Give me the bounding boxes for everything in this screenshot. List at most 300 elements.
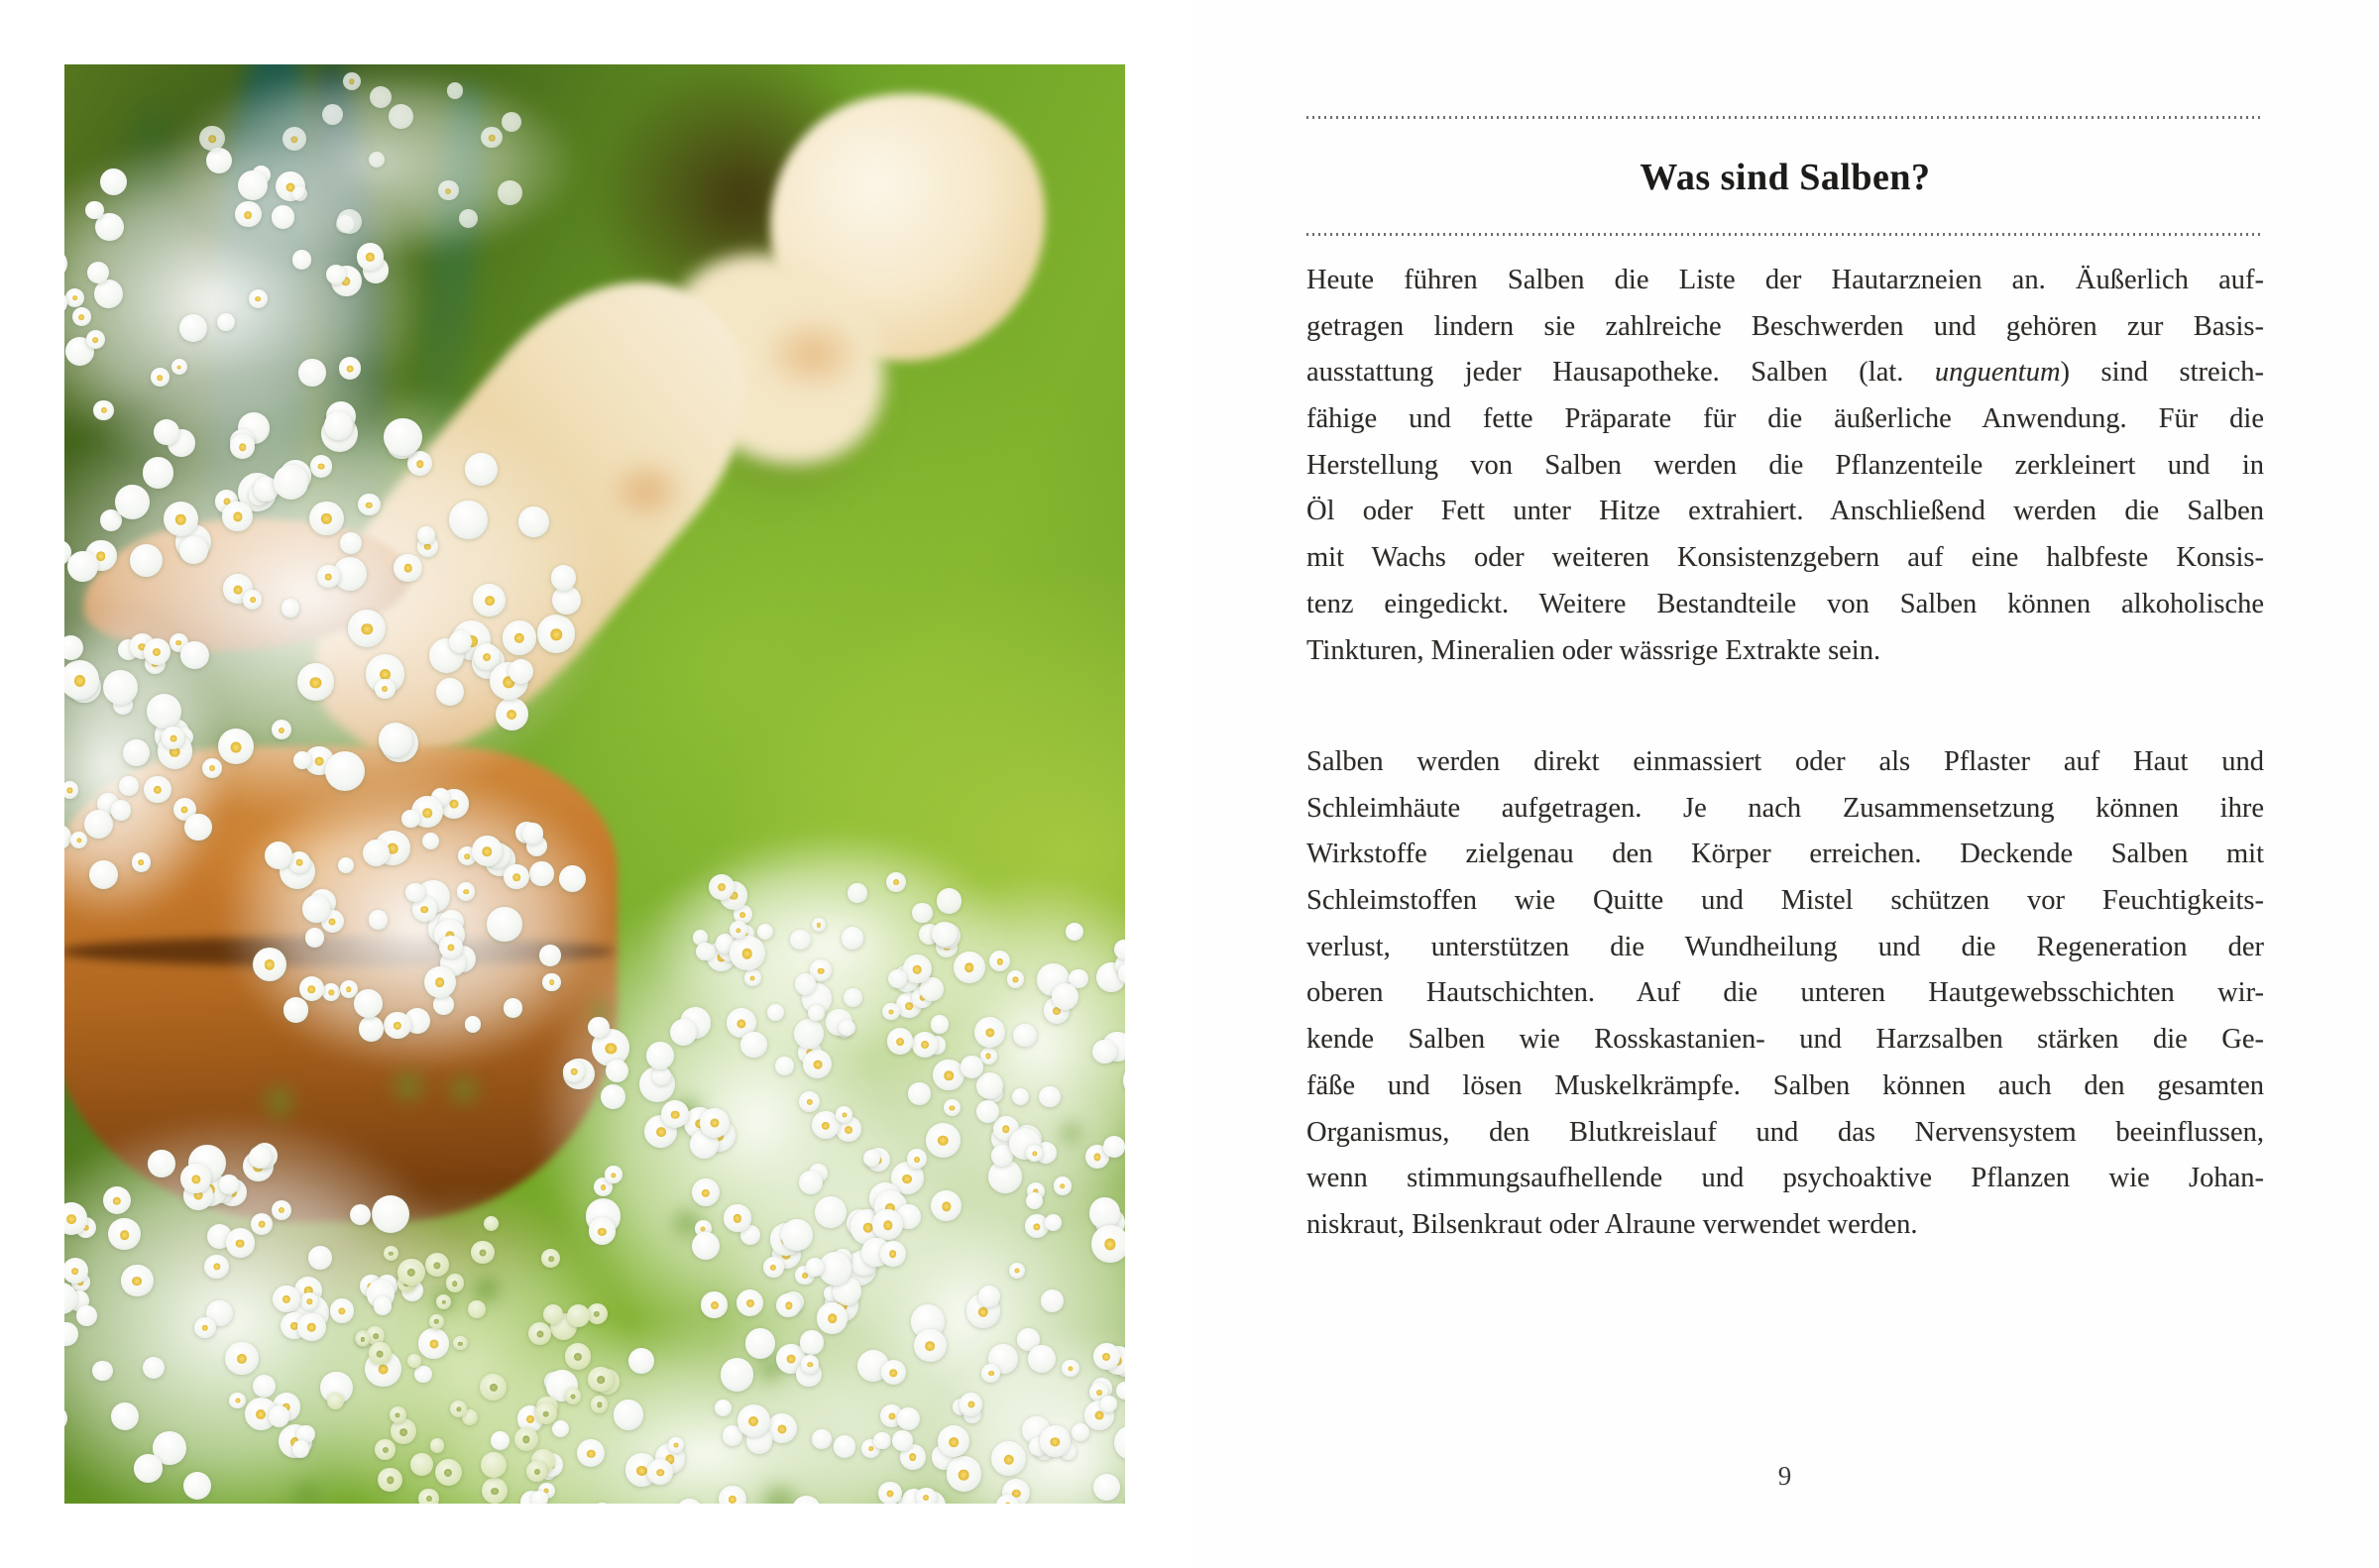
flower-center-dot: [175, 640, 181, 646]
flower-floret: [337, 209, 362, 234]
foliage-speck: [443, 1069, 485, 1111]
flower-floret: [887, 1028, 913, 1054]
flower-center-dot: [549, 980, 555, 986]
flower-center-dot: [1102, 1353, 1110, 1361]
flower-floret: [218, 728, 254, 764]
flower-center-dot: [377, 1351, 384, 1358]
flower-floret: [103, 1186, 131, 1214]
flower-center-dot: [944, 1070, 954, 1080]
flower-floret: [330, 1298, 354, 1322]
flower-floret: [886, 872, 906, 892]
flower-floret: [1013, 1024, 1036, 1047]
flower-floret: [730, 921, 747, 939]
flower-floret: [384, 418, 422, 457]
text-line: oberen Hautschichten. Auf die unteren Hautgewebsschichten wir-: [1306, 977, 2264, 1009]
flower-center-dot: [283, 1295, 290, 1303]
flower-floret: [253, 948, 287, 982]
flower-floret: [202, 758, 222, 778]
flower-floret: [892, 1430, 913, 1451]
flower-floret: [531, 1491, 547, 1504]
flower-floret: [322, 104, 343, 125]
foliage-speck: [1057, 1119, 1085, 1148]
flower-center-dot: [802, 1273, 808, 1279]
flower-floret: [115, 485, 150, 519]
flower-floret: [226, 1228, 255, 1257]
flower-floret: [435, 1459, 462, 1486]
flower-center-dot: [913, 965, 922, 974]
flower-floret: [498, 180, 522, 205]
flower-floret: [417, 526, 435, 544]
flower-floret: [354, 989, 383, 1018]
flower-center-dot: [176, 365, 181, 370]
flower-floret: [1100, 1396, 1117, 1412]
flower-center-dot: [154, 786, 162, 794]
flower-floret: [249, 1146, 272, 1169]
flower-floret: [199, 126, 224, 151]
flower-center-dot: [1032, 1151, 1037, 1156]
flower-center-dot: [656, 1127, 666, 1137]
flower-floret: [119, 776, 139, 796]
flower-center-dot: [325, 574, 332, 581]
flower-floret: [1116, 1382, 1125, 1400]
flower-floret: [504, 998, 522, 1017]
flower-floret: [737, 1404, 770, 1437]
flower-center-dot: [959, 1470, 969, 1481]
flower-center-dot: [1003, 1454, 1013, 1464]
flower-center-dot: [741, 949, 752, 959]
flower-center-dot: [606, 1043, 617, 1054]
dotted-rule-bottom: [1306, 233, 2264, 236]
flower-floret: [745, 1328, 775, 1358]
flower-center-dot: [574, 1353, 582, 1361]
flower-center-dot: [279, 728, 284, 733]
flower-floret: [229, 1393, 245, 1408]
flower-center-dot: [926, 1341, 936, 1351]
flower-center-dot: [479, 1250, 486, 1257]
flower-floret: [646, 1042, 674, 1069]
flower-center-dot: [701, 1227, 706, 1232]
flower-floret: [394, 554, 422, 583]
flower-center-dot: [490, 1384, 498, 1392]
flower-center-dot: [1095, 1411, 1104, 1420]
flower-center-dot: [307, 985, 314, 992]
flower-floret: [937, 888, 963, 914]
flower-floret: [251, 1213, 273, 1235]
flower-center-dot: [656, 1469, 664, 1477]
flower-floret: [449, 630, 472, 653]
flower-center-dot: [921, 1042, 929, 1050]
text-line: getragen lindern sie zahlreiche Beschwerden und gehören zur Basis-: [1306, 310, 2264, 342]
flower-center-dot: [739, 912, 745, 918]
flower-center-dot: [464, 853, 470, 859]
flower-floret: [164, 502, 198, 536]
flower-center-dot: [213, 1264, 220, 1271]
flower-center-dot: [96, 551, 106, 561]
flower-center-dot: [387, 1477, 394, 1484]
flower-center-dot: [72, 295, 78, 301]
flower-center-dot: [463, 889, 469, 895]
flower-floret: [94, 280, 123, 308]
flower-center-dot: [452, 1281, 458, 1287]
flower-floret: [696, 943, 715, 961]
flower-center-dot: [1068, 1366, 1073, 1371]
flower-floret: [878, 1482, 902, 1504]
flower-center-dot: [138, 859, 144, 865]
flower-floret: [767, 1004, 784, 1021]
text-line: Schleimstoffen wie Quitte und Mistel schützen vor Feuchtigkeits-: [1306, 885, 2264, 917]
flower-floret: [605, 1166, 623, 1183]
flower-center-dot: [237, 1354, 247, 1364]
page-title: Was sind Salben?: [1640, 157, 1931, 198]
flower-center-dot: [543, 1410, 550, 1417]
flower-floret: [976, 1072, 1003, 1099]
flower-center-dot: [448, 944, 455, 951]
paragraph-1: [1306, 258, 2264, 674]
flower-center-dot: [181, 807, 188, 814]
flower-floret: [302, 895, 330, 923]
flower-center-dot: [822, 1121, 830, 1129]
flower-center-dot: [425, 1496, 431, 1502]
flower-center-dot: [158, 375, 164, 381]
flower-floret: [522, 823, 544, 844]
flower-floret: [601, 1084, 625, 1109]
flower-center-dot: [394, 1022, 401, 1030]
flower-center-dot: [893, 879, 899, 885]
flower-center-dot: [571, 1068, 578, 1075]
flower-center-dot: [310, 677, 321, 688]
flower-floret: [123, 739, 150, 766]
flower-floret: [472, 836, 503, 866]
paragraph-2: [1306, 739, 2264, 1249]
flower-center-dot: [191, 1175, 200, 1183]
flower-center-dot: [279, 1207, 284, 1213]
flower-center-dot: [1002, 1126, 1010, 1134]
flower-floret: [526, 1461, 546, 1481]
flower-floret: [322, 983, 340, 1001]
flower-floret: [424, 966, 456, 998]
flower-center-dot: [611, 1173, 616, 1177]
flower-center-dot: [255, 296, 261, 302]
flower-floret: [134, 1454, 163, 1483]
flower-center-dot: [938, 1135, 949, 1146]
flower-center-dot: [986, 1054, 991, 1059]
flower-center-dot: [888, 1010, 893, 1015]
flower-center-dot: [702, 1188, 710, 1196]
flower-center-dot: [329, 918, 336, 925]
flower-floret: [1093, 1474, 1120, 1501]
flower-floret: [457, 882, 476, 901]
flower-center-dot: [483, 847, 492, 856]
flower-floret: [375, 679, 395, 699]
flower-center-dot: [441, 1299, 445, 1303]
flower-floret: [235, 201, 261, 227]
flower-floret: [76, 1305, 97, 1326]
flower-floret: [85, 201, 104, 220]
flower-floret: [976, 1100, 999, 1123]
flower-floret: [1041, 1289, 1064, 1312]
text-line: Heute führen Salben die Liste der Hautarzneien an. Äußerlich auf-: [1306, 265, 2264, 295]
flower-center-dot: [296, 859, 303, 866]
flower-center-dot: [786, 1355, 795, 1364]
flower-center-dot: [536, 1330, 543, 1337]
flower-floret: [502, 112, 521, 132]
flower-floret: [372, 1195, 409, 1233]
flower-floret: [282, 599, 299, 616]
flower-floret: [509, 659, 533, 684]
flower-center-dot: [456, 1407, 461, 1412]
flower-center-dot: [594, 1311, 600, 1317]
text-line: Organismus, den Blutkreislauf und das Nervensystem beeinflussen,: [1306, 1116, 2264, 1148]
flower-center-dot: [909, 1454, 917, 1462]
flower-floret: [647, 1459, 672, 1484]
flower-floret: [614, 1400, 643, 1429]
flower-floret: [67, 551, 99, 583]
flower-floret: [908, 1082, 931, 1105]
flower-floret: [447, 82, 464, 99]
text-line: wenn stimmungsaufhellende und psychoaktive Pflanzen wie Johan-: [1306, 1163, 2264, 1194]
flower-floret: [298, 359, 326, 387]
flower-floret: [480, 1374, 507, 1400]
flower-floret: [269, 1405, 289, 1426]
flower-floret: [343, 72, 361, 90]
flower-center-dot: [1013, 977, 1018, 982]
flower-center-dot: [889, 1250, 897, 1258]
text-line: Salben werden direkt einmassiert oder als Pflaster auf Haut und: [1306, 746, 2264, 777]
flower-floret: [914, 1329, 947, 1362]
foliage-speck: [386, 1064, 431, 1109]
flower-floret: [709, 874, 735, 900]
flower-floret: [954, 952, 985, 983]
flower-floret: [132, 852, 151, 871]
flower-floret: [721, 1358, 753, 1391]
flower-center-dot: [748, 1416, 758, 1426]
flower-center-dot: [78, 314, 84, 320]
flower-floret: [379, 723, 412, 756]
flower-center-dot: [1060, 1183, 1066, 1189]
flower-floret: [206, 148, 232, 173]
flower-center-dot: [533, 1469, 539, 1475]
flower-center-dot: [120, 1230, 130, 1240]
flower-center-dot: [902, 1175, 912, 1184]
flower-floret: [340, 532, 362, 554]
flower-floret: [801, 1355, 819, 1373]
flower-center-dot: [967, 1401, 974, 1408]
flower-center-dot: [883, 1221, 892, 1230]
flower-floret: [297, 1313, 325, 1341]
flower-floret: [881, 1360, 906, 1385]
flower-center-dot: [133, 1277, 143, 1287]
flower-floret: [143, 457, 174, 489]
flower-floret: [701, 1291, 728, 1318]
flower-floret: [414, 1366, 432, 1384]
flower-center-dot: [636, 1466, 646, 1476]
flower-center-dot: [942, 1202, 951, 1211]
flower-floret: [808, 1005, 824, 1021]
flower-center-dot: [1096, 1390, 1102, 1396]
flower-center-dot: [914, 1157, 920, 1163]
flower-floret: [974, 1017, 1005, 1048]
flower-center-dot: [175, 514, 185, 524]
flower-center-dot: [512, 873, 520, 881]
flower-floret: [92, 1361, 112, 1381]
flower-center-dot: [548, 1256, 554, 1262]
flower-center-dot: [259, 1221, 266, 1228]
flower-floret: [800, 1330, 825, 1355]
flower-floret: [559, 865, 586, 892]
flower-floret: [817, 1302, 849, 1334]
flower-floret: [108, 1218, 140, 1250]
flower-floret: [730, 936, 764, 970]
flower-center-dot: [395, 1412, 399, 1417]
flower-floret: [465, 453, 498, 486]
flower-center-dot: [807, 1362, 813, 1368]
flower-floret: [1066, 923, 1083, 941]
flower-floret: [1091, 1225, 1125, 1263]
flower-center-dot: [424, 543, 430, 549]
flower-floret: [848, 883, 866, 902]
flower-floret: [204, 1255, 228, 1279]
flower-center-dot: [153, 648, 161, 656]
flower-center-dot: [923, 1495, 929, 1501]
flower-floret: [844, 988, 862, 1007]
flower-floret: [317, 565, 339, 587]
flower-center-dot: [868, 1446, 874, 1452]
flower-center-dot: [526, 1415, 534, 1423]
flower-center-dot: [435, 978, 445, 988]
flower-floret: [812, 1429, 832, 1449]
flower-center-dot: [491, 1488, 499, 1496]
flower-center-dot: [587, 1449, 595, 1457]
flower-center-dot: [338, 1307, 345, 1314]
flower-floret: [446, 1274, 465, 1292]
flower-floret: [960, 1393, 983, 1416]
flower-floret: [565, 1388, 581, 1403]
flower-floret: [1089, 1197, 1121, 1229]
flower-floret: [1007, 970, 1024, 987]
flower-floret: [961, 1056, 982, 1077]
flower-floret: [724, 1204, 751, 1232]
flower-floret: [325, 751, 365, 791]
flower-center-dot: [307, 1323, 315, 1331]
flower-center-dot: [170, 735, 176, 742]
flower-floret: [537, 615, 575, 652]
page-number: 9: [1777, 1461, 1793, 1491]
flower-floret: [799, 1091, 820, 1112]
flower-floret: [418, 1328, 448, 1358]
flower-floret: [429, 1314, 444, 1329]
flower-floret: [882, 1003, 899, 1020]
flower-floret: [219, 1175, 239, 1194]
flower-floret: [912, 1032, 938, 1058]
flower-floret: [384, 1012, 410, 1039]
flower-floret: [310, 455, 333, 478]
flower-center-dot: [265, 959, 275, 969]
flower-center-dot: [551, 628, 562, 639]
flower-center-dot: [366, 253, 374, 261]
flower-floret: [148, 1150, 175, 1177]
flower-floret: [87, 262, 109, 283]
flower-center-dot: [770, 1265, 776, 1271]
flower-floret: [274, 465, 308, 500]
text-line: Tinkturen, Mineralien oder wässrige Extrakte sein.: [1306, 634, 1881, 666]
flower-floret: [84, 810, 113, 839]
flower-floret: [194, 1317, 215, 1338]
flower-floret: [180, 1164, 211, 1194]
text-line: Wirkstoffe zielgenau den Körper erreichen. Deckende Salben mit: [1306, 839, 2264, 870]
flower-center-dot: [1051, 1437, 1060, 1446]
flower-floret: [369, 910, 388, 929]
flower-floret: [144, 638, 170, 665]
flower-floret: [179, 536, 207, 564]
flower-center-dot: [710, 1119, 719, 1128]
flower-center-dot: [100, 407, 106, 413]
flower-floret: [700, 1108, 730, 1138]
flower-center-dot: [71, 1268, 79, 1276]
flower-floret: [806, 1258, 825, 1277]
flower-center-dot: [1093, 1154, 1100, 1161]
flower-floret: [1114, 940, 1125, 959]
flower-floret: [529, 861, 554, 886]
flower-center-dot: [361, 1337, 365, 1341]
flower-floret: [1045, 1214, 1062, 1231]
flower-floret: [130, 544, 163, 577]
flower-floret: [436, 678, 464, 706]
flower-floret: [86, 330, 105, 349]
flower-center-dot: [746, 1299, 754, 1307]
flower-floret: [64, 1258, 88, 1284]
flower-floret: [103, 670, 138, 705]
flower-floret: [926, 1123, 961, 1158]
flower-center-dot: [208, 135, 216, 143]
flower-center-dot: [445, 188, 451, 194]
flower-floret: [670, 1019, 697, 1046]
text-line: tenz eingedickt. Weitere Bestandteile von Salben können alkoholische: [1306, 588, 2264, 619]
flower-center-dot: [420, 906, 428, 914]
flower-center-dot: [889, 1369, 897, 1377]
flower-center-dot: [887, 1491, 894, 1498]
flower-center-dot: [373, 1333, 379, 1339]
flower-center-dot: [416, 460, 424, 468]
flower-center-dot: [67, 788, 72, 793]
flower-floret: [418, 1489, 438, 1504]
flower-center-dot: [778, 1424, 787, 1433]
flower-floret: [449, 501, 488, 539]
flower-center-dot: [407, 1269, 415, 1277]
flower-floret: [179, 314, 207, 342]
flower-floret: [518, 506, 549, 537]
flower-floret: [740, 1032, 767, 1059]
flower-center-dot: [318, 463, 325, 470]
flower-floret: [390, 1406, 406, 1423]
flower-center-dot: [978, 1306, 988, 1316]
flower-floret: [491, 1431, 510, 1450]
flower-center-dot: [570, 1394, 575, 1399]
flower-center-dot: [76, 839, 81, 843]
flower-center-dot: [729, 1496, 736, 1504]
flower-center-dot: [818, 967, 825, 974]
flower-floret: [292, 1440, 309, 1457]
flower-center-dot: [601, 1184, 607, 1190]
flower-floret: [903, 954, 932, 983]
flower-floret: [482, 1478, 508, 1504]
flower-floret: [465, 1016, 482, 1033]
flower-floret: [1103, 1136, 1124, 1157]
flower-center-dot: [329, 990, 334, 995]
flower-center-dot: [489, 135, 496, 142]
flower-floret: [815, 1196, 847, 1228]
flower-center-dot: [233, 512, 242, 521]
flower-floret: [907, 1149, 927, 1169]
